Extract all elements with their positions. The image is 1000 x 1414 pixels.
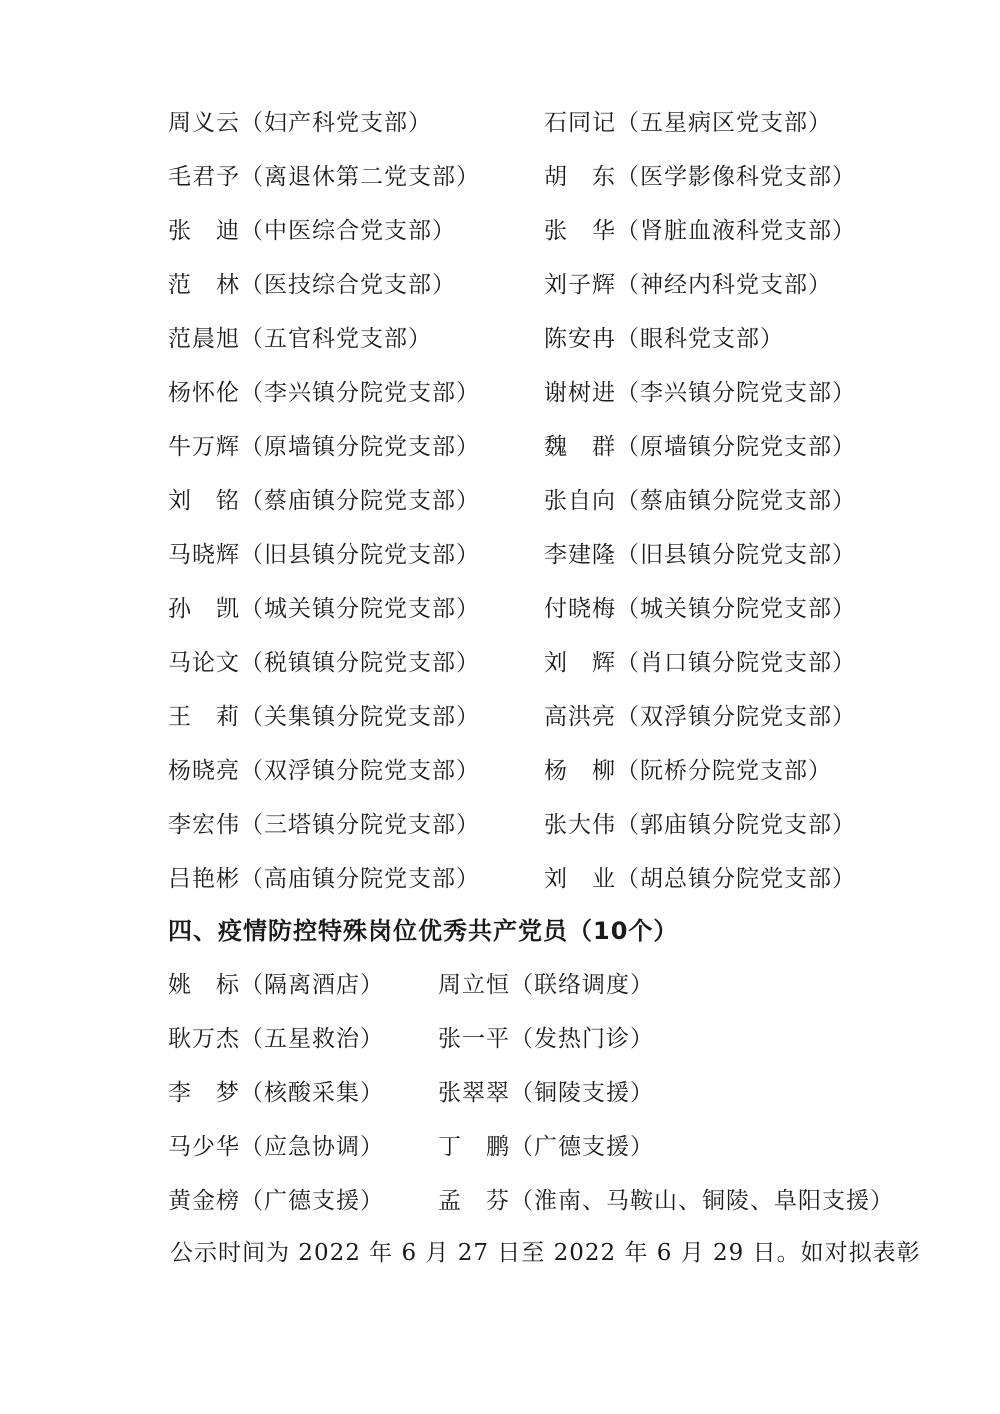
- honoree-entry: 毛君予（离退休第二党支部）: [168, 164, 480, 190]
- honoree-entry: 耿万杰（五星救治）: [168, 1026, 384, 1052]
- honoree-entry: 张大伟（郭庙镇分院党支部）: [544, 812, 856, 838]
- honoree-entry: 姚 标（隔离酒店）: [168, 972, 384, 998]
- publicity-notice-text: 公示时间为 2022 年 6 月 27 日至 2022 年 6 月 29 日。如对拟表彰: [170, 1240, 921, 1266]
- honoree-entry: 孟 芬（淮南、马鞍山、铜陵、阜阳支援）: [438, 1188, 894, 1214]
- honoree-entry: 刘 辉（肖口镇分院党支部）: [544, 650, 856, 676]
- honoree-entry: 李宏伟（三塔镇分院党支部）: [168, 812, 480, 838]
- honoree-entry: 杨晓亮（双浮镇分院党支部）: [168, 758, 480, 784]
- honoree-entry: 吕艳彬（高庙镇分院党支部）: [168, 866, 480, 892]
- honoree-entry: 付晓梅（城关镇分院党支部）: [544, 596, 856, 622]
- honoree-entry: 胡 东（医学影像科党支部）: [544, 164, 856, 190]
- honoree-entry: 丁 鹏（广德支援）: [438, 1134, 654, 1160]
- honoree-entry: 马晓辉（旧县镇分院党支部）: [168, 542, 480, 568]
- honoree-entry: 李 梦（核酸采集）: [168, 1080, 384, 1106]
- honoree-entry: 刘 铭（蔡庙镇分院党支部）: [168, 488, 480, 514]
- honoree-entry: 周义云（妇产科党支部）: [168, 110, 432, 136]
- honoree-entry: 张一平（发热门诊）: [438, 1026, 654, 1052]
- honoree-entry: 马少华（应急协调）: [168, 1134, 384, 1160]
- honoree-entry: 马论文（税镇镇分院党支部）: [168, 650, 480, 676]
- honoree-entry: 谢树进（李兴镇分院党支部）: [544, 380, 856, 406]
- section-heading: 四、疫情防控特殊岗位优秀共产党员（10个）: [168, 917, 679, 945]
- honoree-entry: 高洪亮（双浮镇分院党支部）: [544, 704, 856, 730]
- honoree-entry: 牛万辉（原墙镇分院党支部）: [168, 434, 480, 460]
- honoree-entry: 孙 凯（城关镇分院党支部）: [168, 596, 480, 622]
- honoree-entry: 范 林（医技综合党支部）: [168, 272, 456, 298]
- honoree-entry: 刘子辉（神经内科党支部）: [544, 272, 832, 298]
- honoree-entry: 杨怀伦（李兴镇分院党支部）: [168, 380, 480, 406]
- honoree-entry: 张 华（肾脏血液科党支部）: [544, 218, 856, 244]
- honoree-entry: 陈安冉（眼科党支部）: [544, 326, 784, 352]
- honoree-entry: 李建隆（旧县镇分院党支部）: [544, 542, 856, 568]
- honoree-entry: 魏 群（原墙镇分院党支部）: [544, 434, 856, 460]
- honoree-entry: 张自向（蔡庙镇分院党支部）: [544, 488, 856, 514]
- honoree-entry: 黄金榜（广德支援）: [168, 1188, 384, 1214]
- honoree-entry: 杨 柳（阮桥分院党支部）: [544, 758, 832, 784]
- honoree-entry: 张 迪（中医综合党支部）: [168, 218, 456, 244]
- honoree-entry: 张翠翠（铜陵支援）: [438, 1080, 654, 1106]
- honoree-entry: 周立恒（联络调度）: [438, 972, 654, 998]
- honoree-entry: 王 莉（关集镇分院党支部）: [168, 704, 480, 730]
- honoree-entry: 刘 业（胡总镇分院党支部）: [544, 866, 856, 892]
- honoree-entry: 范晨旭（五官科党支部）: [168, 326, 432, 352]
- honoree-entry: 石同记（五星病区党支部）: [544, 110, 832, 136]
